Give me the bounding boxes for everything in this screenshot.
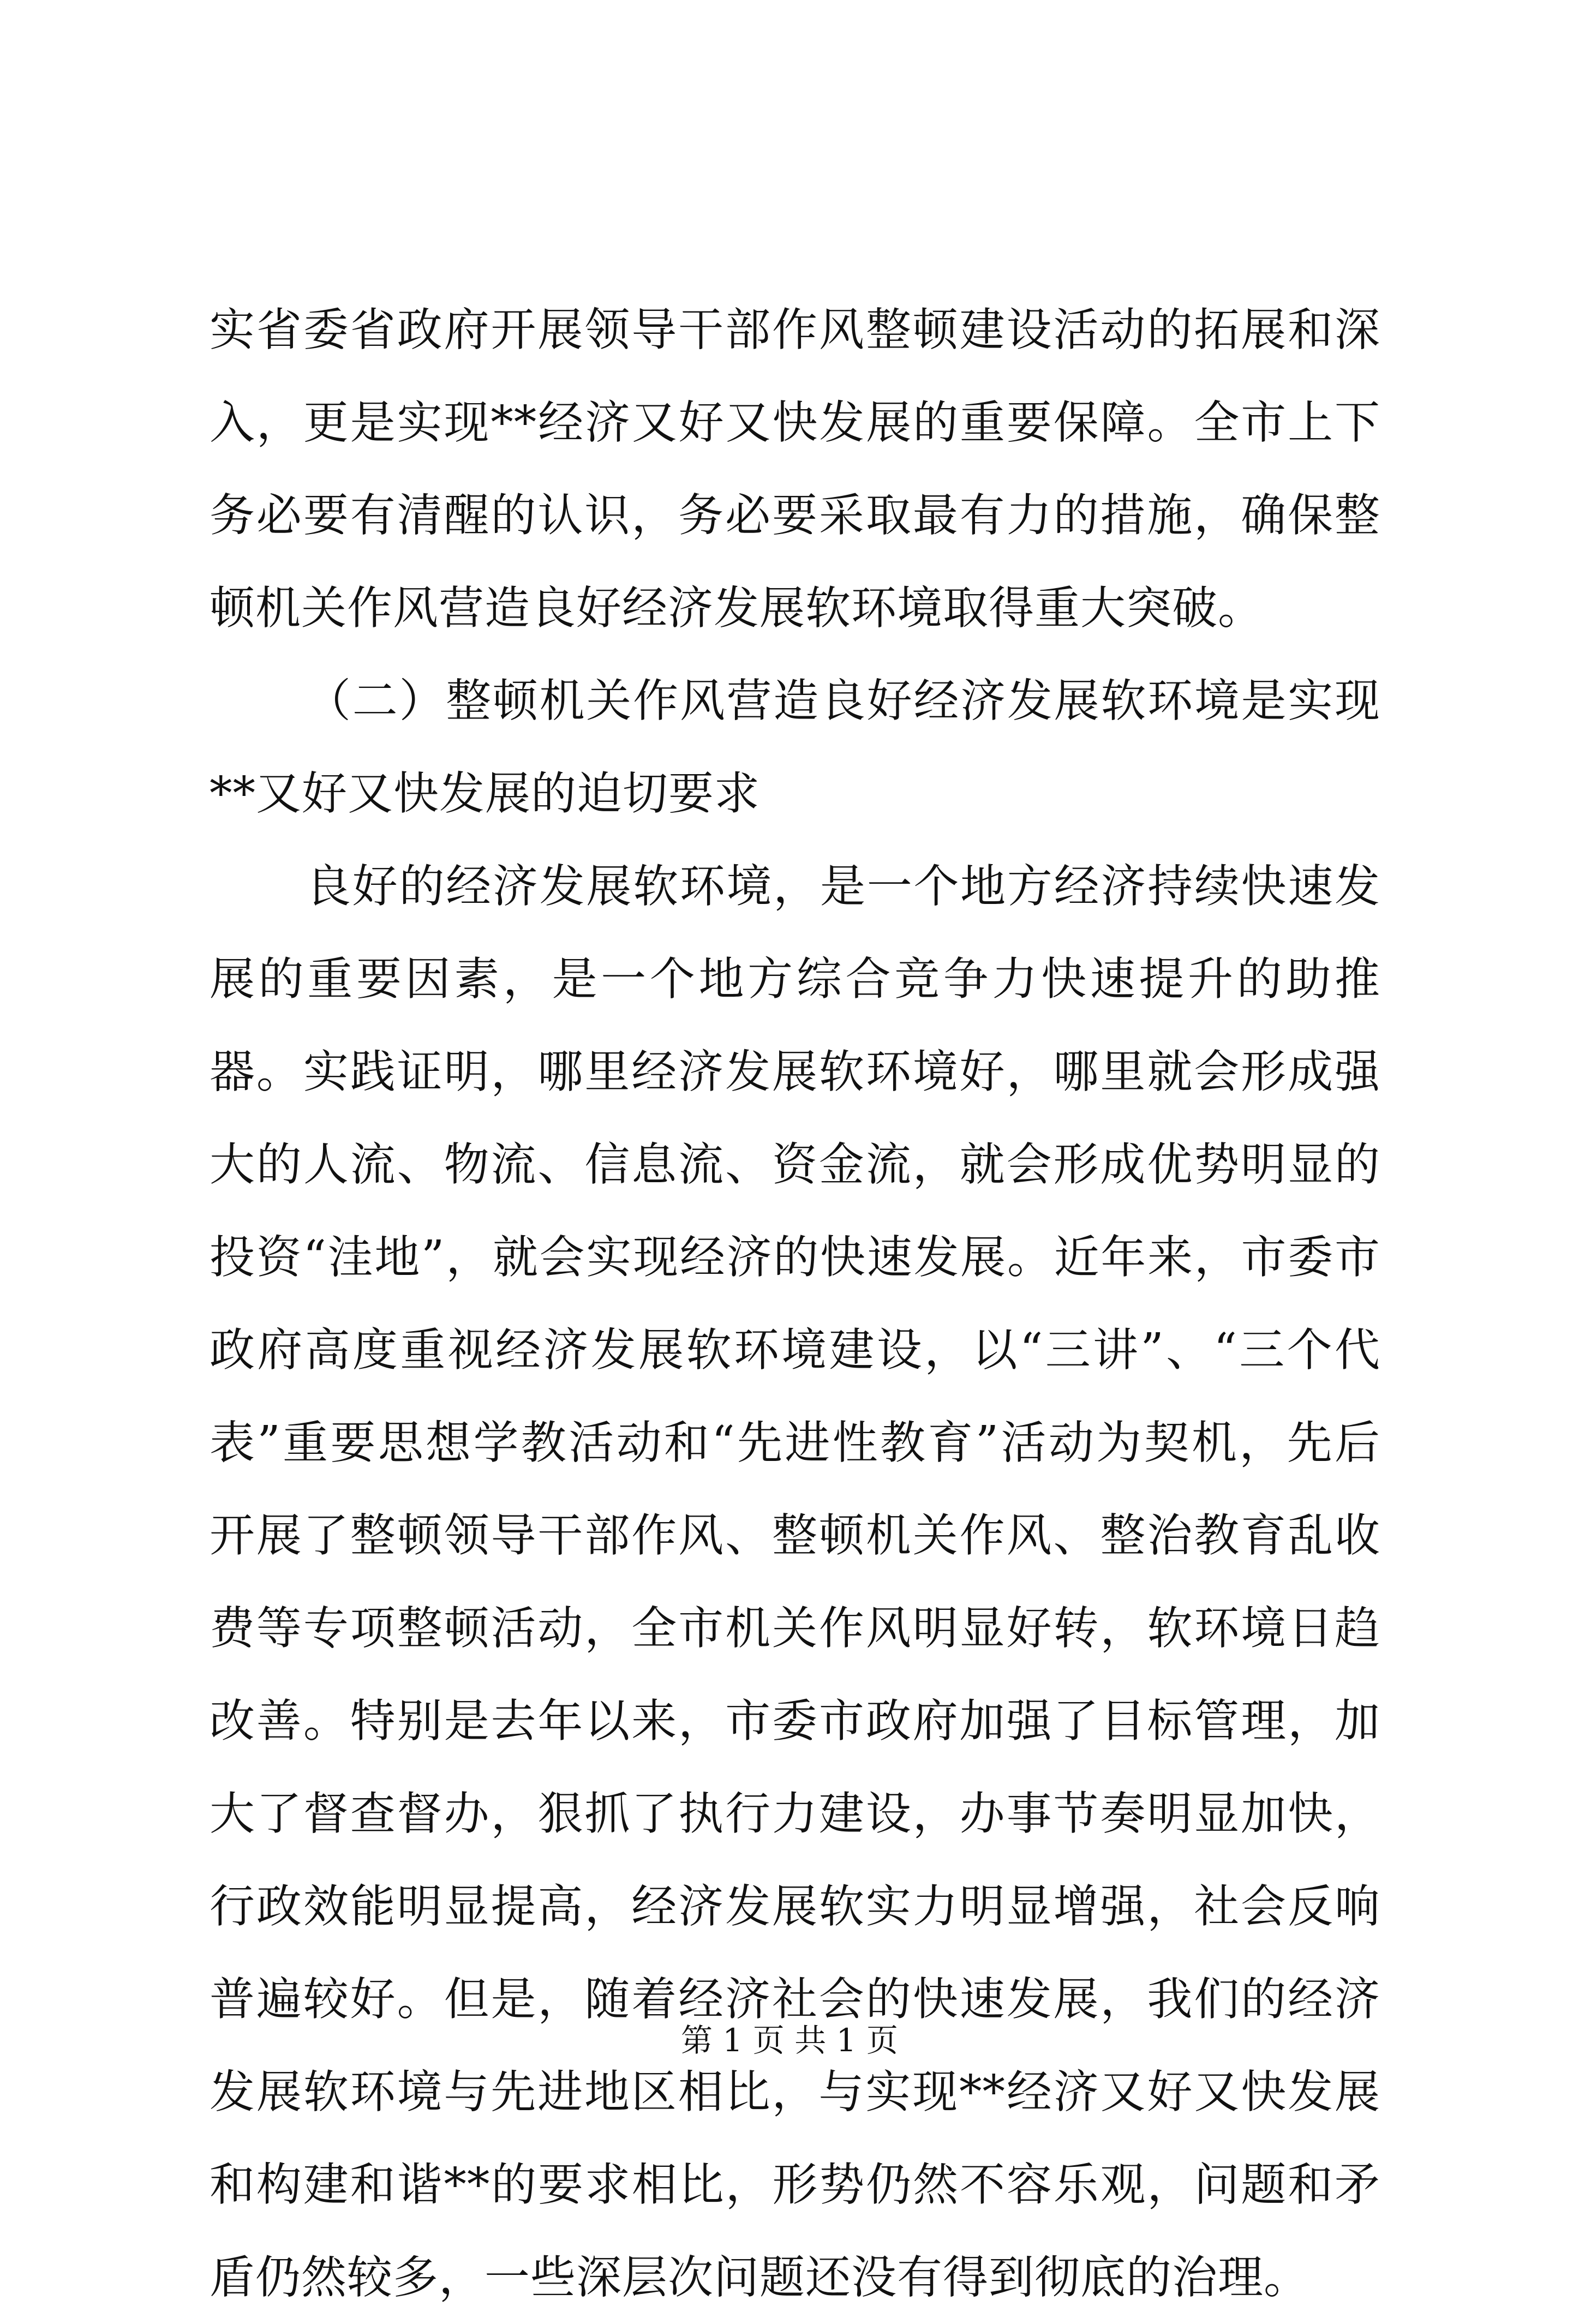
paragraph-body: 良好的经济发展软环境，是一个地方经济持续快速发展的重要因素，是一个地方综合竞争力快速提升的助推器。实践证明，哪里经济发展软环境好，哪里就会形成强大的人流、物流、信息流、资金流，就会形成优势明显的投资“洼地”，就会实现经济的快速发展。近年来，市委市政府高度重视经济发展软环境建设，以“三讲”、“三个代表”重要思想学教活动和“先进性教育”活动为契机，先后开展了整顿领导干部作风、整顿机关作风、整治教育乱收费等专项整顿活动，全市机关作风明显好转，软环境日趋改善。特别是去年以来，市委市政府加强了目标管理，加大了督查督办，狠抓了执行力建设，办事节奏明显加快，行政效能明显提高，经济发展软实力明显增强，社会反响普遍较好。但是，随着经济社会的快速发展，我们的经济发展软环境与先进地区相比，与实现**经济又好又快发展和构建和谐**的要求相比，形势仍然不容乐观，问题和矛盾仍然较多，一些深层次问题还没有得到彻底的治理。: [210, 860, 1380, 2304]
paragraph-continuation: 实省委省政府开展领导干部作风整顿建设活动的拓展和深入，更是实现**经济又好又快发展的重要保障。全市上下务必要有清醒的认识，务必要采取最有力的措施，确保整顿机关作风营造良好经济发展软环境取得重大突破。: [210, 303, 1380, 634]
page-footer: 第 1 页 共 1 页: [681, 2022, 898, 2059]
section-heading: （二）整顿机关作风营造良好经济发展软环境是实现**又好又快发展的迫切要求: [210, 674, 1380, 820]
document-body: [210, 284, 1380, 2324]
